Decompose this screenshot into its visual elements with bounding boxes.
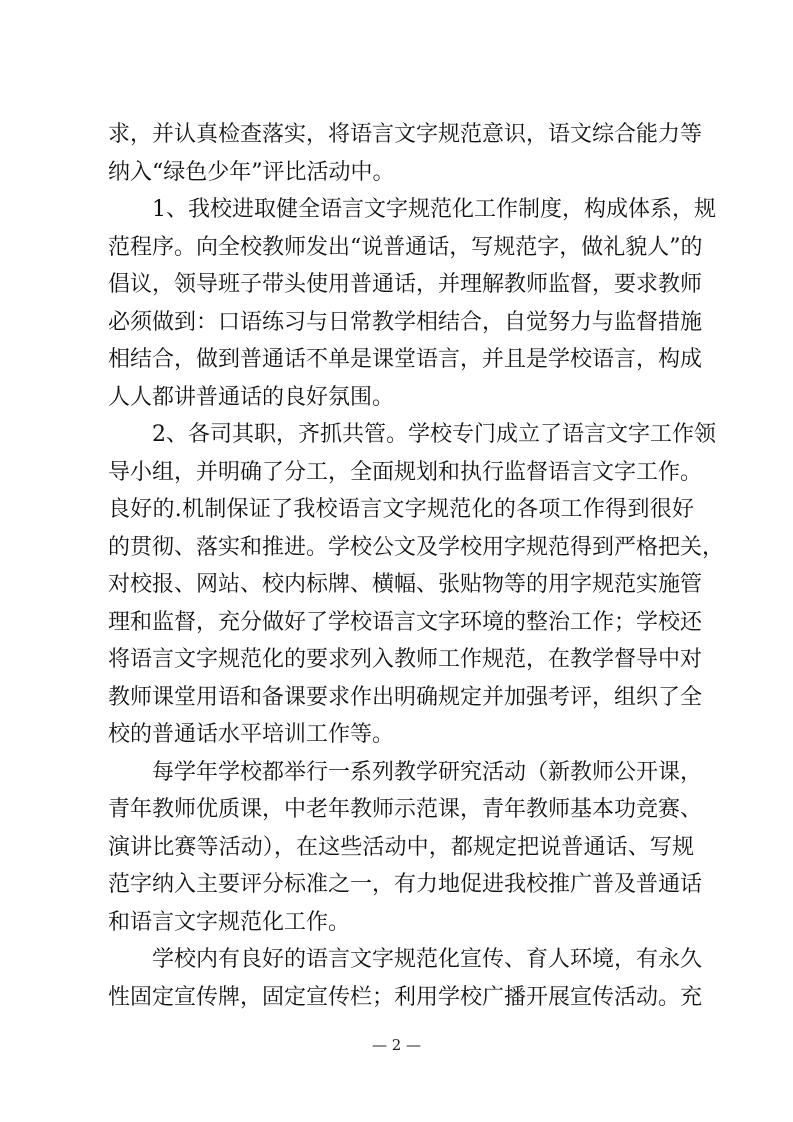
text-line: 范程序。向全校教师发出“说普通话，写规范字，做礼貌人”的 bbox=[108, 234, 703, 260]
text-line: 演讲比赛等活动），在这些活动中，都规定把说普通话、写规 bbox=[108, 834, 694, 860]
text-line: 1、我校进取健全语言文字规范化工作制度，构成体系，规 bbox=[152, 197, 716, 222]
text-line: 将语言文字规范化的要求列入教师工作规范，在教学督导中对 bbox=[108, 647, 703, 672]
text-line: 性固定宣传牌，固定宣传栏；利用学校广播开展宣传活动。充 bbox=[108, 984, 703, 1010]
text-line: 相结合，做到普通话不单是课堂语言，并且是学校语言，构成 bbox=[108, 347, 703, 372]
text-line: 对校报、网站、校内标牌、横幅、张贴物等的用字规范实施管 bbox=[108, 572, 703, 597]
paragraph bbox=[108, 754, 703, 942]
paragraph bbox=[108, 941, 703, 1016]
text-line: 每学年学校都举行一系列教学研究活动（新教师公开课， bbox=[152, 759, 703, 785]
text-line: 的贯彻、落实和推进。学校公文及学校用字规范得到严格把关， bbox=[108, 534, 725, 560]
text-line: 纳入“绿色少年”评比活动中。 bbox=[108, 159, 395, 185]
text-line: 学校内有良好的语言文字规范化宣传、育人环境，有永久 bbox=[152, 947, 703, 972]
text-line: 2、各司其职，齐抓共管。学校专门成立了语言文字工作领 bbox=[152, 422, 716, 447]
text-line: 人人都讲普通话的良好氛围。 bbox=[108, 384, 395, 410]
paragraph bbox=[108, 116, 703, 191]
text-line: 范字纳入主要评分标准之一，有力地促进我校推广普及普通话 bbox=[108, 872, 703, 897]
text-line: 青年教师优质课，中老年教师示范课，青年教师基本功竞赛、 bbox=[108, 797, 703, 822]
text-line: 必须做到：口语练习与日常教学相结合，自觉努力与监督措施 bbox=[108, 309, 703, 335]
text-line: 良好的.机制保证了我校语言文字规范化的各项工作得到很好 bbox=[108, 497, 694, 522]
document-body bbox=[108, 116, 725, 1016]
paragraph bbox=[108, 416, 725, 754]
text-line: 教师课堂用语和备课要求作出明确规定并加强考评，组织了全 bbox=[108, 684, 703, 710]
text-line: 和语言文字规范化工作。 bbox=[108, 909, 351, 935]
text-line: 校的普通话水平培训工作等。 bbox=[108, 722, 395, 747]
text-line: 倡议，领导班子带头使用普通话，并理解教师监督，要求教师 bbox=[108, 272, 703, 297]
text-line: 导小组，并明确了分工，全面规划和执行监督语言文字工作。 bbox=[108, 459, 703, 485]
page-number: — 2 — bbox=[371, 1036, 422, 1054]
paragraph bbox=[108, 191, 716, 416]
text-line: 理和监督，充分做好了学校语言文字环境的整治工作；学校还 bbox=[108, 609, 703, 635]
text-line: 求，并认真检查落实，将语言文字规范意识，语文综合能力等 bbox=[108, 122, 703, 147]
